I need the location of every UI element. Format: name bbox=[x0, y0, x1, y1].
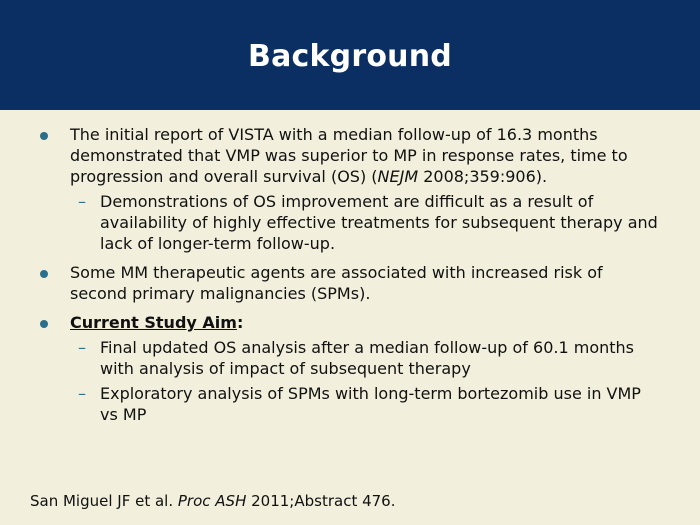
bullet-dot-icon bbox=[40, 270, 48, 278]
citation-authors: San Miguel JF et al. bbox=[30, 492, 178, 510]
sub-bullet-text: Demonstrations of OS improvement are difficult as a result of availability of highly effective treatments for subsequent therapy and lack of longer-term follow-up. bbox=[100, 192, 658, 253]
bullet-text: Some MM therapeutic agents are associated with increased risk of second primary malignancies (SPMs). bbox=[70, 263, 603, 303]
slide-header bbox=[0, 0, 700, 110]
dash-icon: – bbox=[78, 192, 86, 211]
bullet-item bbox=[40, 262, 660, 304]
bullet-dot-icon bbox=[40, 132, 48, 140]
sub-bullet-text: Exploratory analysis of SPMs with long-term bortezomib use in VMP vs MP bbox=[100, 384, 641, 424]
sub-bullet-item bbox=[40, 191, 660, 254]
sub-bullet-item bbox=[40, 337, 660, 379]
bullet-item bbox=[40, 312, 660, 333]
slide-content bbox=[40, 124, 660, 425]
bullet-dot-icon bbox=[40, 320, 48, 328]
slide-title: Background bbox=[248, 38, 452, 74]
study-aim-label: Current Study Aim bbox=[70, 313, 237, 332]
dash-icon: – bbox=[78, 384, 86, 403]
citation-details: 2011;Abstract 476. bbox=[246, 492, 396, 510]
sub-bullet-item bbox=[40, 383, 660, 425]
citation-journal: Proc ASH bbox=[177, 492, 247, 510]
journal-name: NEJM bbox=[377, 167, 419, 186]
study-aim-colon: : bbox=[236, 313, 244, 332]
bullet-item bbox=[40, 124, 660, 187]
bullet-text: The initial report of VISTA with a median follow-up of 16.3 months demonstrated that VMP was superior to MP in response rates, time to progression and overall survival (OS) ( bbox=[70, 125, 628, 186]
bullet-text: 2008;359:906). bbox=[418, 167, 548, 186]
slide-citation bbox=[30, 491, 396, 511]
sub-bullet-text: Final updated OS analysis after a median follow-up of 60.1 months with analysis of impact of subsequent therapy bbox=[100, 338, 634, 378]
dash-icon: – bbox=[78, 338, 86, 357]
